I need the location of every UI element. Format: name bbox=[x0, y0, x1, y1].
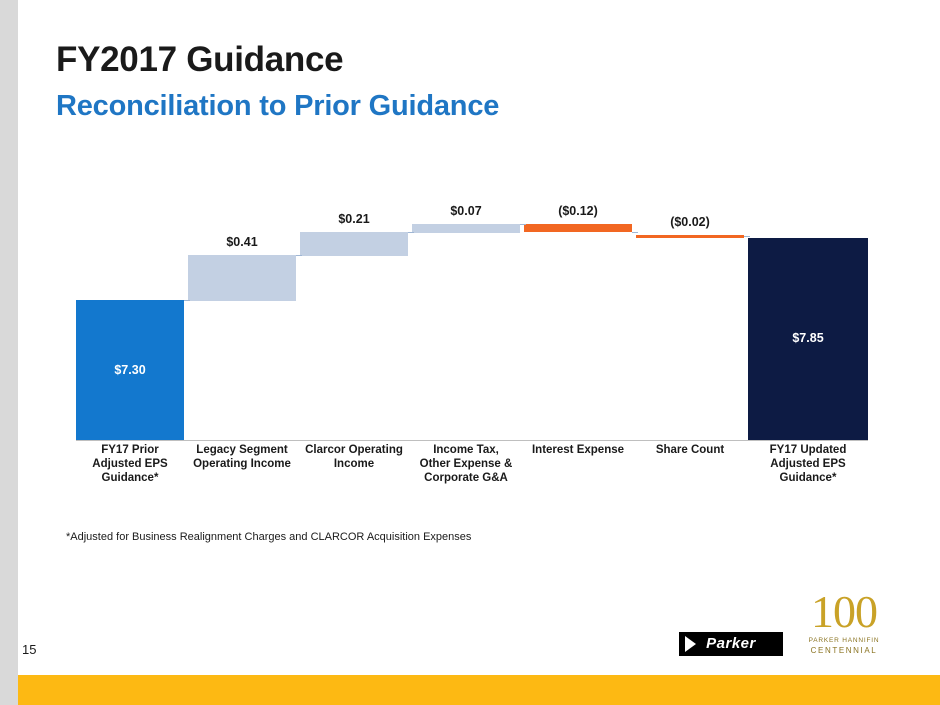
connector-4 bbox=[520, 224, 526, 225]
cat-line: Adjusted EPS bbox=[92, 458, 168, 470]
page-title: FY2017 Guidance bbox=[56, 40, 344, 79]
centennial-line1: PARKER HANNIFIN bbox=[808, 637, 880, 644]
cat-label-clarcor bbox=[300, 443, 408, 471]
cat-line: Corporate G&A bbox=[424, 472, 508, 484]
cat-line: Income bbox=[333, 458, 375, 470]
connector-5 bbox=[632, 232, 638, 233]
connector-2 bbox=[296, 255, 302, 256]
connector-3 bbox=[408, 232, 414, 233]
parker-wordmark: Parker bbox=[706, 635, 756, 652]
bar-label-share-count: ($0.02) bbox=[670, 215, 710, 229]
footnote: *Adjusted for Business Realignment Charges and CLARCOR Acquisition Expenses bbox=[66, 531, 472, 543]
bar-interest-expense bbox=[524, 224, 632, 232]
chart-baseline bbox=[76, 440, 868, 441]
cat-line: Adjusted EPS bbox=[770, 458, 846, 470]
cat-label-fy17-prior bbox=[76, 443, 184, 485]
cat-label-legacy-segment bbox=[188, 443, 296, 471]
cat-label-share-count bbox=[636, 443, 744, 457]
cat-line: Guidance* bbox=[101, 472, 159, 484]
bar-label-fy17-updated-adjusted-eps: $7.85 bbox=[792, 331, 824, 345]
bottom-left-corner-decoration bbox=[0, 675, 18, 705]
cat-line: FY17 Updated bbox=[769, 444, 847, 456]
left-rail-decoration bbox=[0, 0, 18, 675]
bar-label-legacy-segment-operating-income: $0.41 bbox=[226, 235, 258, 249]
cat-line: Operating Income bbox=[193, 458, 291, 470]
cat-label-interest-expense bbox=[524, 443, 632, 457]
cat-line: Legacy Segment bbox=[196, 444, 288, 456]
bar-clarcor-operating-income bbox=[300, 232, 408, 256]
centennial-number: 100 bbox=[811, 586, 877, 637]
page-number: 15 bbox=[22, 642, 37, 657]
connector-6 bbox=[744, 236, 750, 237]
cat-line: FY17 Prior bbox=[101, 444, 159, 456]
cat-line: Other Expense & bbox=[419, 458, 513, 470]
category-axis bbox=[62, 443, 882, 498]
cat-label-income-tax bbox=[412, 443, 520, 485]
bar-legacy-segment-operating-income bbox=[188, 255, 296, 301]
cat-line: Interest Expense bbox=[531, 444, 625, 456]
waterfall-chart bbox=[62, 190, 882, 440]
bar-label-fy17-prior-adjusted-eps: $7.30 bbox=[114, 363, 146, 377]
cat-line: Clarcor Operating bbox=[305, 444, 403, 456]
bar-label-interest-expense: ($0.12) bbox=[558, 204, 598, 218]
connector-1 bbox=[184, 300, 190, 301]
cat-line: Income Tax, bbox=[433, 444, 499, 456]
page-subtitle: Reconciliation to Prior Guidance bbox=[56, 90, 500, 122]
centennial-line2: CENTENNIAL bbox=[810, 646, 878, 655]
centennial-logo bbox=[798, 585, 890, 657]
bar-share-count bbox=[636, 235, 744, 238]
cat-line: Share Count bbox=[655, 444, 725, 456]
bar-label-clarcor-operating-income: $0.21 bbox=[338, 212, 370, 226]
bar-income-tax-other-expense-corporate-ga bbox=[412, 224, 520, 233]
cat-label-fy17-updated bbox=[748, 443, 868, 485]
parker-logo bbox=[679, 632, 783, 656]
cat-line: Guidance* bbox=[779, 472, 837, 484]
bottom-gold-bar bbox=[18, 675, 940, 705]
bar-label-income-tax-other-expense-corporate-ga: $0.07 bbox=[450, 204, 482, 218]
